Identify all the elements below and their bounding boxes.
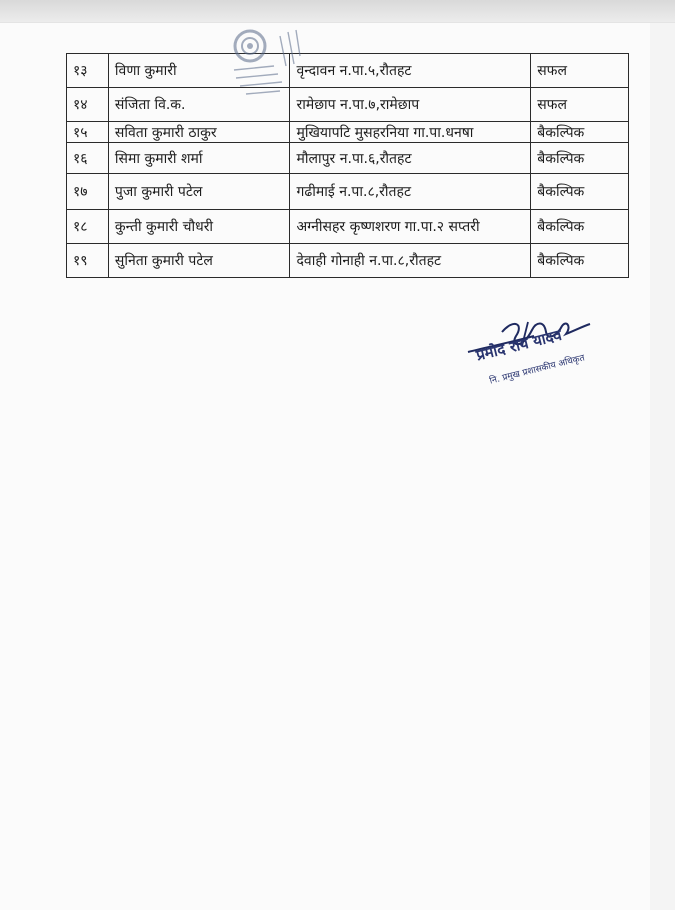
table-row	[67, 88, 629, 122]
result-cell: सफल	[531, 88, 629, 122]
table-row	[67, 174, 629, 210]
address-cell: गढीमाई न.पा.८,रौतहट	[290, 174, 531, 210]
serial-cell: १३	[67, 54, 109, 88]
name-cell: सविता कुमारी ठाकुर	[108, 122, 290, 143]
table-row	[67, 210, 629, 244]
result-cell: बैकल्पिक	[531, 122, 629, 143]
address-cell: मौलापुर न.पा.६,रौतहट	[290, 143, 531, 174]
name-cell: सुनिता कुमारी पटेल	[108, 244, 290, 278]
name-cell: कुन्ती कुमारी चौधरी	[108, 210, 290, 244]
result-cell: बैकल्पिक	[531, 244, 629, 278]
viewer-top-bar	[0, 0, 675, 23]
serial-cell: १६	[67, 143, 109, 174]
name-cell: सिमा कुमारी शर्मा	[108, 143, 290, 174]
name-cell: संजिता वि.क.	[108, 88, 290, 122]
table-row	[67, 122, 629, 143]
result-cell: बैकल्पिक	[531, 143, 629, 174]
name-cell: पुजा कुमारी पटेल	[108, 174, 290, 210]
results-table	[66, 53, 629, 278]
result-cell: सफल	[531, 54, 629, 88]
address-cell: देवाही गोनाही न.पा.८,रौतहट	[290, 244, 531, 278]
result-cell: बैकल्पिक	[531, 174, 629, 210]
name-cell: विणा कुमारी	[108, 54, 290, 88]
serial-cell: १४	[67, 88, 109, 122]
serial-cell: १८	[67, 210, 109, 244]
serial-cell: १५	[67, 122, 109, 143]
serial-cell: १७	[67, 174, 109, 210]
signatory-name: प्रमोद राय यादव	[474, 325, 564, 365]
address-cell: रामेछाप न.पा.७,रामेछाप	[290, 88, 531, 122]
table-row	[67, 244, 629, 278]
result-cell: बैकल्पिक	[531, 210, 629, 244]
address-cell: अग्नीसहर कृष्णशरण गा.पा.२ सप्तरी	[290, 210, 531, 244]
table-row	[67, 54, 629, 88]
table-row	[67, 143, 629, 174]
serial-cell: १९	[67, 244, 109, 278]
address-cell: वृन्दावन न.पा.५,रौतहट	[290, 54, 531, 88]
address-cell: मुखियापटि मुसहरनिया गा.पा.धनषा	[290, 122, 531, 143]
page-edge	[650, 23, 675, 910]
signatory-title: नि. प्रमुख प्रशासकीय अधिकृत	[488, 353, 586, 387]
